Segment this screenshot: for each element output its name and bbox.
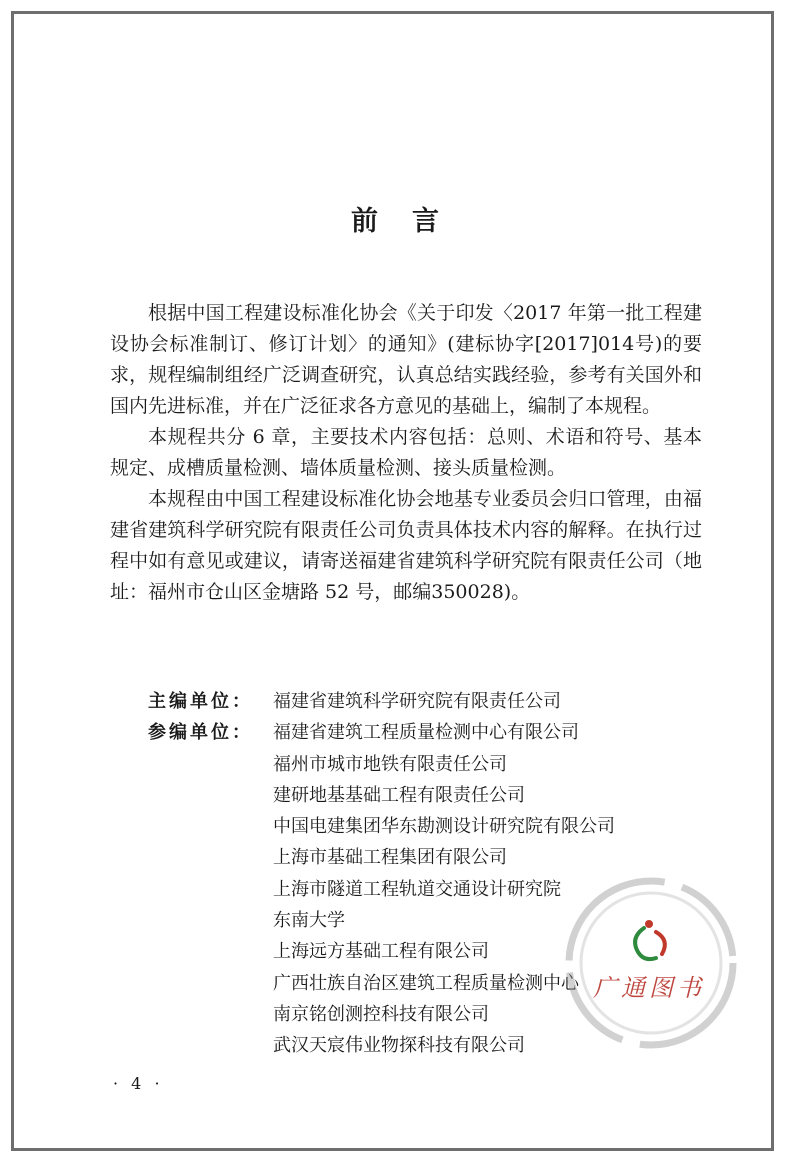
list-item: 上海市基础工程集团有限公司 <box>273 847 507 869</box>
list-item: 南京铭创测控科技有限公司 <box>273 1003 489 1025</box>
list-item: 上海远方基础工程有限公司 <box>273 941 489 963</box>
logo-seal-icon <box>556 868 746 1058</box>
paragraph-management: 本规程由中国工程建设标准化协会地基专业委员会归口管理，由福建省建筑科学研究院有限责任公司负责具体技术内容的解释。在执行过程中如有意见或建议，请寄送福建省建筑科学研究院有限责任公司（地址：福州市仓山区金塘路 52 号，邮编350028)。 <box>110 488 702 603</box>
list-item: 建研地基基础工程有限责任公司 <box>273 784 525 806</box>
chief-unit-name: 福建省建筑科学研究院有限责任公司 <box>273 691 561 712</box>
list-item: 中国电建集团华东勘测设计研究院有限公司 <box>273 816 615 838</box>
list-item: 福州市城市地铁有限责任公司 <box>273 753 507 775</box>
watermark-text: 广通图书 <box>593 974 705 1002</box>
chief-unit-label: 主编单位： <box>148 691 253 712</box>
page-number: · 4 · <box>113 1074 164 1093</box>
list-item: 东南大学 <box>273 910 345 932</box>
list-item: 上海市隧道工程轨道交通设计研究院 <box>273 878 561 900</box>
list-item: 福建省建筑工程质量检测中心有限公司 <box>273 722 579 744</box>
page-title: 前言 <box>351 206 473 237</box>
preface-body <box>110 298 702 608</box>
chief-unit-row <box>148 686 708 717</box>
list-item: 武汉天宸伟业物探科技有限公司 <box>273 1035 525 1057</box>
paragraph-background: 根据中国工程建设标准化协会《关于印发〈2017 年第一批工程建设协会标准制订、修订计划〉的通知》(建标协字[2017]014号)的要求，规程编制组经广泛调查研究，认真总结实践经验，参考有关国外和国内先进标准，并在广泛征求各方意见的基础上，编制了本规程。 <box>110 302 702 417</box>
participating-unit-label: 参编单位： <box>148 722 253 744</box>
list-item: 广西壮族自治区建筑工程质量检测中心 <box>273 972 579 994</box>
paragraph-contents: 本规程共分 6 章，主要技术内容包括：总则、术语和符号、基本规定、成槽质量检测、墙体质量检测、接头质量检测。 <box>110 426 702 479</box>
